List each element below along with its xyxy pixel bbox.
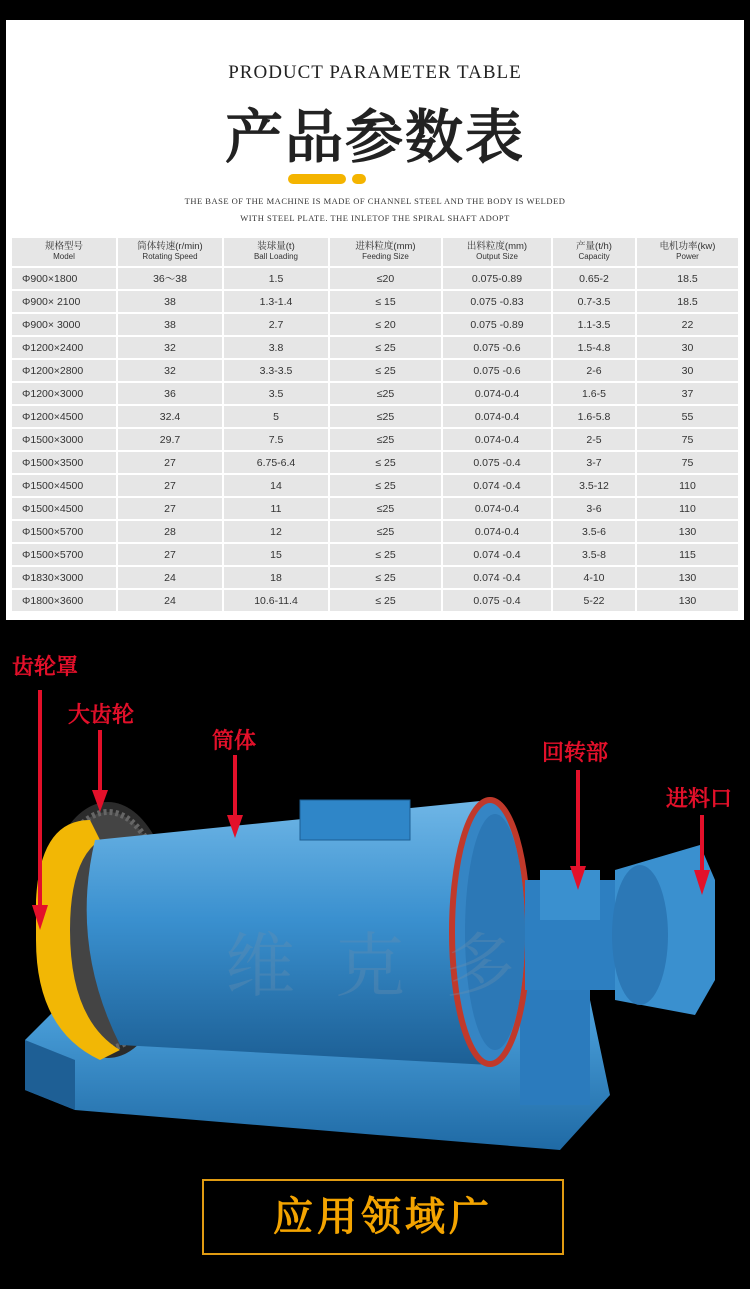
table-cell: 3.8 <box>224 337 330 358</box>
table-cell: ≤25 <box>330 429 443 450</box>
table-cell: 0.075 -0.6 <box>443 360 553 381</box>
table-cell: Φ1200×2800 <box>12 360 118 381</box>
table-row <box>12 406 738 427</box>
footer-banner <box>202 1179 564 1255</box>
table-row <box>12 291 738 312</box>
table-cell: 4-10 <box>553 567 637 588</box>
table-row <box>12 360 738 381</box>
table-cell: 27 <box>118 452 224 473</box>
table-row <box>12 544 738 565</box>
table-cell: 32.4 <box>118 406 224 427</box>
table-cell: 24 <box>118 590 224 611</box>
label-big-gear: 大齿轮 <box>68 702 135 727</box>
table-cell: 2-6 <box>553 360 637 381</box>
column-header-en: Output Size <box>476 252 518 261</box>
column-header-cn: 产量(t/h) <box>576 241 612 252</box>
table-cell: 0.074-0.4 <box>443 429 553 450</box>
column-header-en: Capacity <box>578 252 610 261</box>
table-cell: 0.075 -0.6 <box>443 337 553 358</box>
table-cell: 110 <box>637 475 738 496</box>
table-cell: ≤25 <box>330 383 443 404</box>
table-cell: 0.074 -0.4 <box>443 544 553 565</box>
table-cell: 32 <box>118 337 224 358</box>
column-header <box>118 238 224 266</box>
table-row <box>12 521 738 542</box>
table-cell: 10.6-11.4 <box>224 590 330 611</box>
column-header-en: Rotating Speed <box>142 252 198 261</box>
label-rotating-part: 回转部 <box>542 740 609 765</box>
table-cell: 28 <box>118 521 224 542</box>
table-row <box>12 590 738 611</box>
table-cell: 1.3-1.4 <box>224 291 330 312</box>
table-cell: Φ1830×3000 <box>12 567 118 588</box>
column-header-en: Power <box>676 252 699 261</box>
table-cell: ≤25 <box>330 521 443 542</box>
table-cell: 24 <box>118 567 224 588</box>
page-title: 产品参数表 <box>224 105 525 170</box>
table-row <box>12 567 738 588</box>
table-cell: 18.5 <box>637 291 738 312</box>
column-header-en: Model <box>53 252 75 261</box>
table-cell: 2.7 <box>224 314 330 335</box>
table-cell: 0.075 -0.83 <box>443 291 553 312</box>
column-header <box>330 238 443 266</box>
column-header-cn: 规格型号 <box>44 241 83 252</box>
column-header <box>443 238 553 266</box>
table-row <box>12 337 738 358</box>
table-cell: 1.5 <box>224 268 330 289</box>
table-cell: 5-22 <box>553 590 637 611</box>
column-header-cn: 电机功率(kw) <box>659 241 716 252</box>
table-cell: ≤ 25 <box>330 360 443 381</box>
table-cell: 3-7 <box>553 452 637 473</box>
column-header <box>12 238 118 266</box>
table-cell: 1.1-3.5 <box>553 314 637 335</box>
column-header-en: Feeding Size <box>362 252 409 261</box>
table-cell: ≤20 <box>330 268 443 289</box>
table-cell: Φ1200×4500 <box>12 406 118 427</box>
table-cell: 5 <box>224 406 330 427</box>
table-row <box>12 268 738 289</box>
table-cell: 32 <box>118 360 224 381</box>
table-cell: 11 <box>224 498 330 519</box>
subtitle-en: PRODUCT PARAMETER TABLE <box>228 62 522 83</box>
table-cell: 2-5 <box>553 429 637 450</box>
table-cell: 18.5 <box>637 268 738 289</box>
table-cell: Φ1500×5700 <box>12 544 118 565</box>
table-cell: 0.65-2 <box>553 268 637 289</box>
title-accent <box>288 174 368 184</box>
table-cell: Φ900× 3000 <box>12 314 118 335</box>
table-row <box>12 429 738 450</box>
label-cylinder: 筒体 <box>212 728 257 753</box>
table-cell: 55 <box>637 406 738 427</box>
table-cell: Φ1500×3500 <box>12 452 118 473</box>
table-cell: Φ900×1800 <box>12 268 118 289</box>
column-header <box>553 238 637 266</box>
table-cell: ≤25 <box>330 406 443 427</box>
table-cell: 1.6-5.8 <box>553 406 637 427</box>
table-cell: 3.5-6 <box>553 521 637 542</box>
table-cell: 6.75-6.4 <box>224 452 330 473</box>
table-cell: Φ1200×2400 <box>12 337 118 358</box>
table-row <box>12 475 738 496</box>
table-cell: ≤ 20 <box>330 314 443 335</box>
column-header-cn: 装球量(t) <box>257 241 295 252</box>
table-cell: Φ1200×3000 <box>12 383 118 404</box>
table-cell: ≤ 25 <box>330 452 443 473</box>
table-cell: 7.5 <box>224 429 330 450</box>
table-cell: 3.3-3.5 <box>224 360 330 381</box>
table-cell: ≤ 15 <box>330 291 443 312</box>
table-cell: 12 <box>224 521 330 542</box>
column-header-cn: 出料粒度(mm) <box>466 241 528 252</box>
parameter-panel <box>6 20 744 620</box>
table-cell: Φ1500×3000 <box>12 429 118 450</box>
table-cell: 0.075 -0.4 <box>443 590 553 611</box>
table-cell: 0.074 -0.4 <box>443 475 553 496</box>
table-cell: ≤ 25 <box>330 544 443 565</box>
table-cell: 29.7 <box>118 429 224 450</box>
table-cell: 3.5-12 <box>553 475 637 496</box>
table-cell: 36 <box>118 383 224 404</box>
table-cell: 115 <box>637 544 738 565</box>
table-cell: 75 <box>637 452 738 473</box>
table-cell: 30 <box>637 337 738 358</box>
table-row <box>12 452 738 473</box>
table-cell: 3-6 <box>553 498 637 519</box>
label-gear-cover: 齿轮罩 <box>12 654 79 679</box>
column-header-en: Ball Loading <box>253 252 299 261</box>
table-cell: 0.074 -0.4 <box>443 567 553 588</box>
parameter-table <box>12 236 738 613</box>
table-cell: 18 <box>224 567 330 588</box>
table-cell: 3.5 <box>224 383 330 404</box>
table-body <box>12 268 738 611</box>
table-cell: 0.074-0.4 <box>443 383 553 404</box>
table-header-row <box>12 238 738 266</box>
table-cell: Φ1500×5700 <box>12 521 118 542</box>
table-cell: 37 <box>637 383 738 404</box>
table-row <box>12 498 738 519</box>
table-cell: 3.5-8 <box>553 544 637 565</box>
table-cell: ≤ 25 <box>330 567 443 588</box>
table-cell: 110 <box>637 498 738 519</box>
table-cell: 15 <box>224 544 330 565</box>
label-feed-inlet: 进料口 <box>666 786 733 811</box>
table-cell: 0.075 -0.89 <box>443 314 553 335</box>
table-cell: 0.075 -0.4 <box>443 452 553 473</box>
footer-title: 应用领域广 <box>273 1195 493 1239</box>
table-cell: 0.074-0.4 <box>443 521 553 542</box>
table-cell: 0.074-0.4 <box>443 406 553 427</box>
table-cell: Φ900× 2100 <box>12 291 118 312</box>
table-cell: ≤ 25 <box>330 590 443 611</box>
column-header-cn: 进料粒度(mm) <box>355 241 416 252</box>
table-cell: 27 <box>118 498 224 519</box>
table-cell: 75 <box>637 429 738 450</box>
table-cell: Φ1800×3600 <box>12 590 118 611</box>
table-cell: 130 <box>637 590 738 611</box>
table-cell: 38 <box>118 291 224 312</box>
table-cell: ≤25 <box>330 498 443 519</box>
table-cell: 0.075-0.89 <box>443 268 553 289</box>
column-header <box>637 238 738 266</box>
table-cell: 1.5-4.8 <box>553 337 637 358</box>
description-line-2: WITH STEEL PLATE. THE INLETOF THE SPIRAL SHAFT ADOPT <box>240 213 510 223</box>
column-header <box>224 238 330 266</box>
table-cell: 27 <box>118 475 224 496</box>
table-cell: 0.074-0.4 <box>443 498 553 519</box>
table-cell: 38 <box>118 314 224 335</box>
table-cell: 27 <box>118 544 224 565</box>
table-row <box>12 314 738 335</box>
table-cell: 22 <box>637 314 738 335</box>
table-cell: 1.6-5 <box>553 383 637 404</box>
table-cell: 0.7-3.5 <box>553 291 637 312</box>
table-cell: Φ1500×4500 <box>12 475 118 496</box>
table-cell: 130 <box>637 521 738 542</box>
table-cell: Φ1500×4500 <box>12 498 118 519</box>
watermark: 维克多 <box>225 925 555 1007</box>
description-line-1: THE BASE OF THE MACHINE IS MADE OF CHANNEL STEEL AND THE BODY IS WELDED <box>184 196 566 206</box>
table-cell: 30 <box>637 360 738 381</box>
table-row <box>12 383 738 404</box>
column-header-cn: 筒体转速(r/min) <box>137 241 203 252</box>
table-cell: 14 <box>224 475 330 496</box>
table-cell: 36～38 <box>118 268 224 289</box>
table-cell: ≤ 25 <box>330 337 443 358</box>
table-cell: 130 <box>637 567 738 588</box>
table-cell: ≤ 25 <box>330 475 443 496</box>
